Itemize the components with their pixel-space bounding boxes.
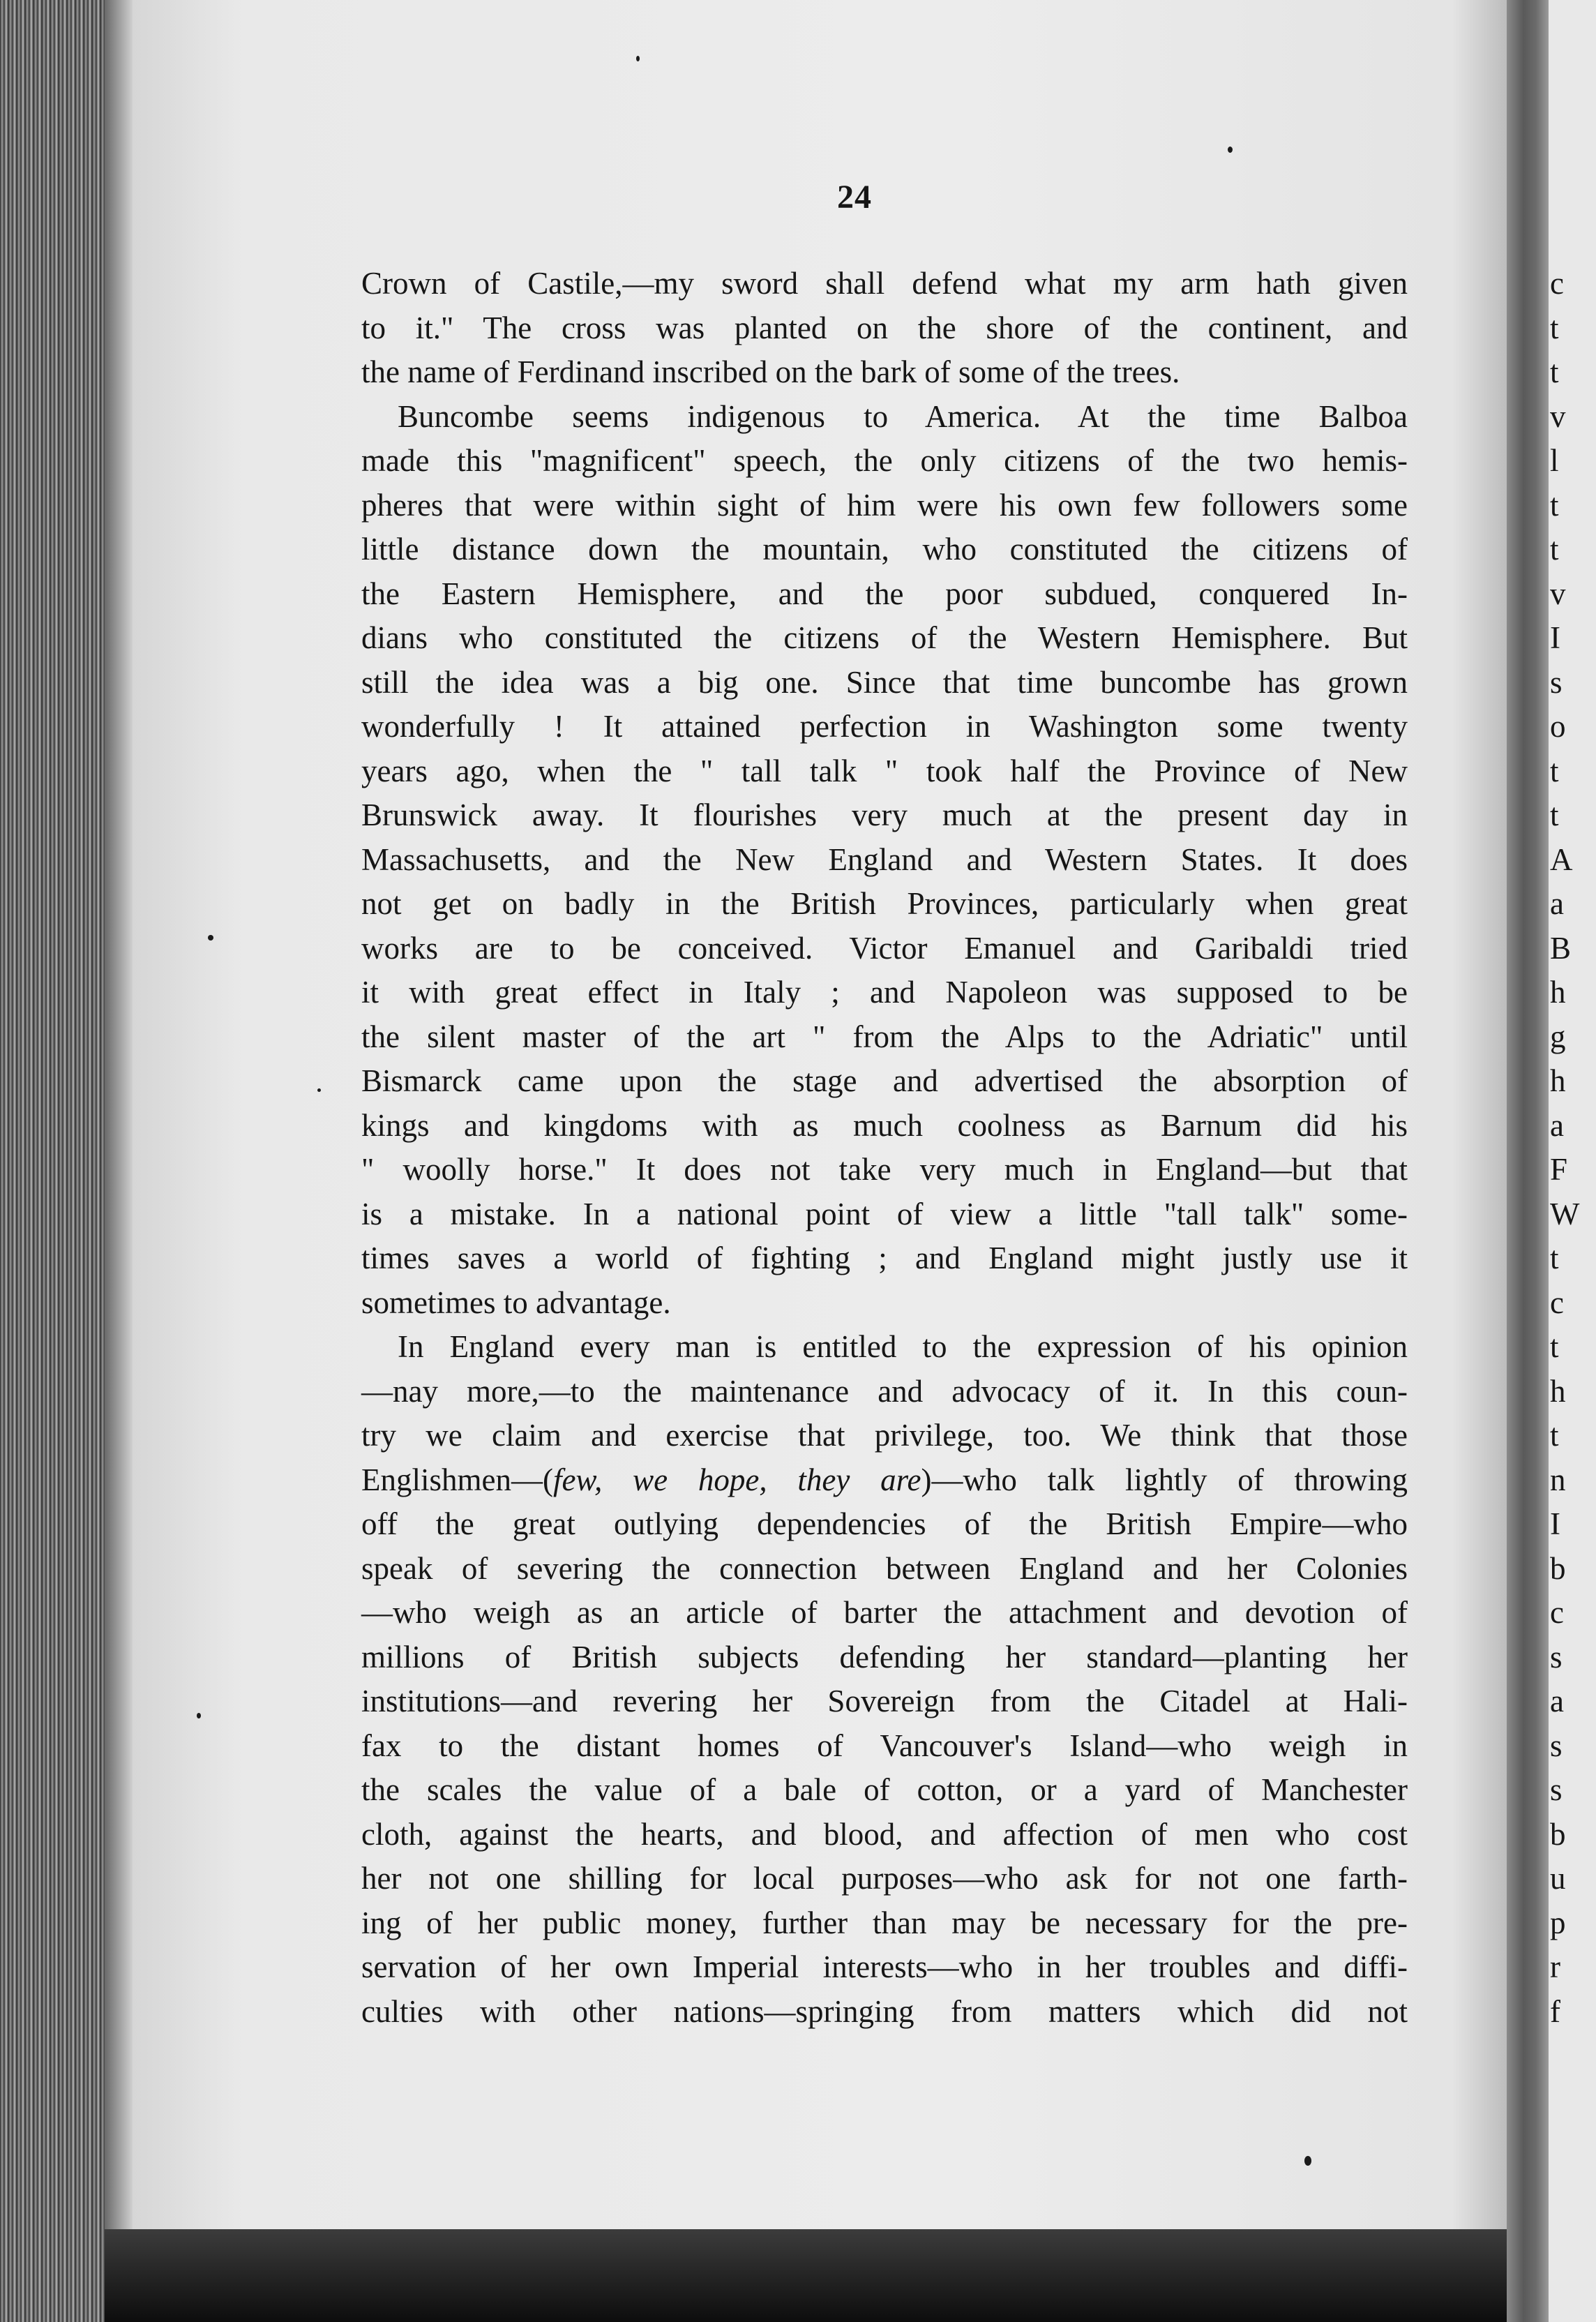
text-line: the silent master of the art " from the Alps to the Adriatic" until xyxy=(361,1019,1408,1054)
right-page-fragment-line: v xyxy=(1550,576,1566,611)
text-line: speak of severing the connection between England and her Colonies xyxy=(361,1550,1408,1586)
dust-speck xyxy=(1228,147,1233,153)
text-line: kings and kingdoms with as much coolness as Barnum did his xyxy=(361,1107,1408,1143)
right-page-fragment-line: F xyxy=(1550,1152,1568,1187)
right-page-fragment-line: p xyxy=(1550,1905,1566,1940)
right-page-fragment-line: b xyxy=(1550,1816,1566,1852)
right-page-fragment-line: c xyxy=(1550,1284,1564,1320)
text-line: not get on badly in the British Provinces, particularly when great xyxy=(361,886,1408,921)
text-line: Buncombe seems indigenous to America. At the time Balboa xyxy=(398,398,1408,434)
text-line: Bismarck came upon the stage and advertised the absorption of xyxy=(361,1063,1408,1098)
text-line: times saves a world of fighting ; and England might justly use it xyxy=(361,1241,1408,1275)
text-line: Crown of Castile,—my sword shall defend what my arm hath given xyxy=(361,266,1408,301)
scan-bottom-shadow xyxy=(105,2229,1507,2322)
right-page-fragment-line: u xyxy=(1550,1861,1566,1896)
right-page-fragment-line: a xyxy=(1550,886,1564,921)
right-page-fragment-line: v xyxy=(1550,398,1566,434)
text-line: the name of Ferdinand inscribed on the bark of some of the trees. xyxy=(361,354,1180,389)
text-line: to it." The cross was planted on the shore of the continent, and xyxy=(361,310,1408,345)
dust-speck xyxy=(636,56,640,61)
right-page-fragment-line: B xyxy=(1550,930,1572,966)
text-line: still the idea was a big one. Since that time buncombe has grown xyxy=(361,664,1408,700)
text-line: millions of British subjects defending her standard—planting her xyxy=(361,1639,1408,1675)
text-line: Brunswick away. It flourishes very much at the present day in xyxy=(361,797,1408,832)
text-line: her not one shilling for local purposes—who ask for not one farth- xyxy=(361,1861,1408,1896)
text-fragment: )—who talk lightly of throwing xyxy=(921,1462,1408,1497)
text-line: the scales the value of a bale of cotton, or a yard of Manchester xyxy=(361,1772,1408,1807)
right-page-fragment-line: c xyxy=(1550,266,1564,301)
text-line: —nay more,—to the maintenance and advocacy of it. In this coun- xyxy=(361,1373,1408,1409)
right-page-fragment-line: I xyxy=(1550,1506,1560,1541)
book-gutter xyxy=(1507,0,1549,2322)
text-line: ing of her public money, further than may be necessary for the pre- xyxy=(361,1905,1408,1940)
right-page-fragment-line: n xyxy=(1550,1462,1566,1497)
right-page-text-fragments xyxy=(1550,262,1579,2034)
right-page-fragment-line: f xyxy=(1550,1993,1560,2029)
text-line: wonderfully ! It attained perfection in Washington some twenty xyxy=(361,709,1408,744)
text-line: off the great outlying dependencies of the British Empire—who xyxy=(361,1506,1408,1541)
right-page-fragment-line: s xyxy=(1550,1639,1563,1675)
dust-speck xyxy=(197,1713,201,1718)
page-edge-shadow xyxy=(105,0,133,2322)
text-line: try we claim and exercise that privilege, too. We think that those xyxy=(361,1418,1408,1453)
text-line: is a mistake. In a national point of view a little "tall talk" some- xyxy=(361,1196,1408,1231)
text-line: made this "magnificent" speech, the only citizens of the two hemis- xyxy=(361,443,1408,478)
text-line: years ago, when the " tall talk " took half the Province of New xyxy=(361,753,1408,788)
text-line: dians who constituted the citizens of the Western Hemisphere. But xyxy=(361,620,1408,655)
text-line: little distance down the mountain, who constituted the citizens of xyxy=(361,532,1408,567)
text-line: institutions—and revering her Sovereign from the Citadel at Hali- xyxy=(361,1684,1408,1718)
text-line: sometimes to advantage. xyxy=(361,1284,671,1320)
right-page-fragment-line: a xyxy=(1550,1684,1564,1718)
text-line: " woolly horse." It does not take very much in England—but that xyxy=(361,1152,1408,1187)
right-page-fragment-line: W xyxy=(1550,1196,1580,1231)
right-page-fragment-line: t xyxy=(1550,532,1559,567)
dust-speck xyxy=(317,1088,321,1092)
page-body-text xyxy=(361,262,1408,2034)
text-line: In England every man is entitled to the expression of his opinion xyxy=(398,1329,1408,1364)
right-page-fragment-line: t xyxy=(1550,1329,1559,1364)
right-page-fragment-line: A xyxy=(1550,841,1573,877)
text-line: pheres that were within sight of him were his own few followers some xyxy=(361,487,1408,523)
text-fragment: Englishmen—( xyxy=(361,1462,553,1497)
book-page-edges xyxy=(0,0,105,2322)
right-page-fragment-line: s xyxy=(1550,1728,1563,1763)
right-page-fragment-line: h xyxy=(1550,1373,1566,1409)
right-page-fragment-line: s xyxy=(1550,1772,1563,1807)
page-number: 24 xyxy=(837,179,872,216)
text-line: it with great effect in Italy ; and Napoleon was supposed to be xyxy=(361,975,1408,1010)
text-line: servation of her own Imperial interests—who in her troubles and diffi- xyxy=(361,1949,1408,1984)
right-page-fragment-line: b xyxy=(1550,1550,1566,1586)
right-page-fragment-line: t xyxy=(1550,1418,1559,1453)
right-page-fragment-line: r xyxy=(1550,1949,1560,1984)
right-page-fragment-line: t xyxy=(1550,1241,1559,1275)
right-page-fragment-line: l xyxy=(1550,443,1559,478)
right-page-fragment-line: c xyxy=(1550,1595,1564,1630)
right-page-fragment-line: t xyxy=(1550,797,1559,832)
text-line: fax to the distant homes of Vancouver's Island—who weigh in xyxy=(361,1728,1408,1763)
text-line: the Eastern Hemisphere, and the poor subdued, conquered In- xyxy=(361,576,1408,611)
dust-speck xyxy=(1304,2156,1311,2166)
right-page-fragment-line: t xyxy=(1550,354,1559,389)
right-page-fragment-line: s xyxy=(1550,664,1563,700)
dust-speck xyxy=(208,935,213,941)
right-page-fragment-line: I xyxy=(1550,620,1560,655)
text-line: works are to be conceived. Victor Emanuel and Garibaldi tried xyxy=(361,930,1408,966)
italic-fragment: few, we hope, they are xyxy=(552,1462,921,1497)
right-page-fragment-line: t xyxy=(1550,310,1559,345)
right-page-fragment-line: h xyxy=(1550,1063,1566,1098)
text-line-with-italic xyxy=(361,1458,1408,1503)
right-page-fragment-line: g xyxy=(1550,1019,1566,1054)
right-page-fragment-line: h xyxy=(1550,975,1566,1010)
text-line: cloth, against the hearts, and blood, and affection of men who cost xyxy=(361,1816,1408,1852)
text-line: culties with other nations—springing from matters which did not xyxy=(361,1993,1408,2029)
text-line: Massachusetts, and the New England and Western States. It does xyxy=(361,841,1408,877)
right-page-fragment-line: t xyxy=(1550,487,1559,523)
right-page-fragment-line: a xyxy=(1550,1107,1564,1143)
right-page-fragment-line: o xyxy=(1550,709,1566,744)
text-line: —who weigh as an article of barter the attachment and devotion of xyxy=(361,1595,1408,1630)
right-page-fragment-line: t xyxy=(1550,753,1559,788)
